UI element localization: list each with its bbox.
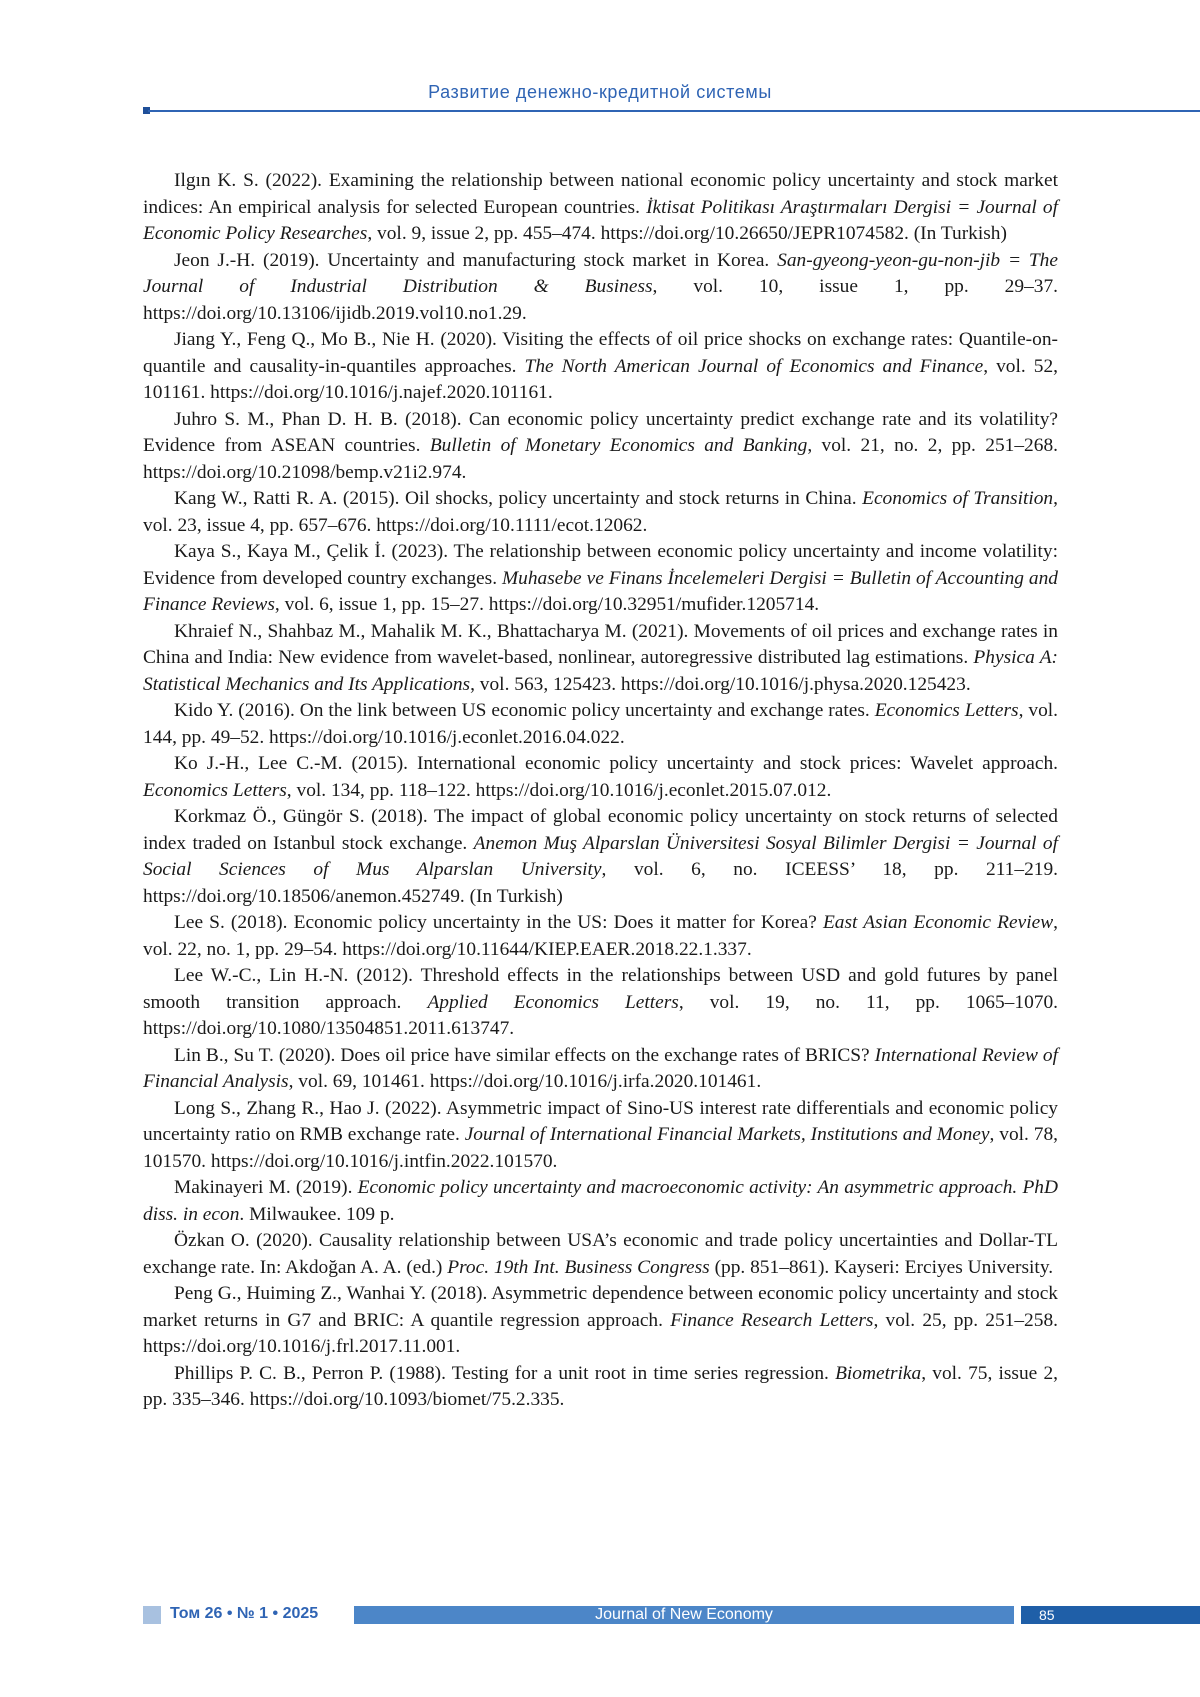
reference-text: , vol. 22, no. 1, pp. 29–54. https://doi.org/10.11644/KIEP.EAER.2018.22.1.337. — [143, 912, 1058, 960]
reference-text: , vol. 69, 101461. https://doi.org/10.1016/j.irfa.2020.101461. — [289, 1071, 762, 1092]
reference-entry — [143, 1096, 1058, 1176]
reference-list — [143, 168, 1058, 1414]
reference-text: Phillips P. C. B., Perron P. (1988). Testing for a unit root in time series regression. — [174, 1363, 835, 1384]
reference-text: , vol. 52, 101161. https://doi.org/10.1016/j.najef.2020.101161. — [143, 356, 1058, 404]
reference-source-title: San-gyeong-yeon-gu-non-jib = The Journal of Industrial Distribution & Business — [143, 250, 1058, 298]
reference-text: , vol. 75, issue 2, pp. 335–346. https://doi.org/10.1093/biomet/75.2.335. — [143, 1363, 1058, 1411]
reference-entry — [143, 407, 1058, 487]
reference-entry — [143, 168, 1058, 248]
reference-text: , vol. 21, no. 2, pp. 251–268. https://doi.org/10.21098/bemp.v21i2.974. — [143, 435, 1058, 483]
reference-text: , vol. 134, pp. 118–122. https://doi.org/10.1016/j.econlet.2015.07.012. — [287, 780, 832, 801]
reference-text: Lee S. (2018). Economic policy uncertainty in the US: Does it matter for Korea? — [174, 912, 823, 933]
reference-text: Ko J.-H., Lee C.-M. (2015). International economic policy uncertainty and stock prices: Wavelet approach. — [174, 753, 1058, 774]
reference-entry — [143, 804, 1058, 910]
footer-issue: Том 26 • № 1 • 2025 — [170, 1605, 318, 1623]
reference-text: , vol. 23, issue 4, pp. 657–676. https://doi.org/10.1111/ecot.12062. — [143, 488, 1058, 536]
reference-source-title: Applied Economics Letters — [427, 992, 678, 1013]
reference-entry — [143, 963, 1058, 1043]
reference-entry — [143, 910, 1058, 963]
reference-entry — [143, 619, 1058, 699]
reference-source-title: The North American Journal of Economics and Finance — [525, 356, 984, 377]
reference-entry — [143, 1043, 1058, 1096]
running-header: Развитие денежно-кредитной системы — [0, 82, 1200, 103]
reference-entry — [143, 1175, 1058, 1228]
reference-source-title: Bulletin of Monetary Economics and Banking — [430, 435, 808, 456]
reference-text: Kido Y. (2016). On the link between US economic policy uncertainty and exchange rates. — [174, 700, 875, 721]
reference-text: , vol. 78, 101570. https://doi.org/10.1016/j.intfin.2022.101570. — [143, 1124, 1058, 1172]
footer-square-marker — [143, 1606, 161, 1624]
reference-source-title: Economics Letters — [143, 780, 287, 801]
reference-entry — [143, 539, 1058, 619]
reference-source-title: Muhasebe ve Finans İncelemeleri Dergisi = Bulletin of Accounting and Finance Reviews — [143, 568, 1058, 616]
reference-source-title: Economics of Transition — [862, 488, 1053, 509]
reference-text: Makinayeri M. (2019). — [174, 1177, 358, 1198]
reference-entry — [143, 1228, 1058, 1281]
reference-text: . Milwaukee. 109 p. — [239, 1204, 394, 1225]
reference-source-title: İktisat Politikası Araştırmaları Dergisi = Journal of Economic Policy Researches — [143, 197, 1058, 245]
reference-source-title: International Review of Financial Analysis — [143, 1045, 1058, 1093]
reference-source-title: Proc. 19th Int. Business Congress — [447, 1257, 709, 1278]
reference-text: Peng G., Huiming Z., Wanhai Y. (2018). Asymmetric dependence between economic policy uncertainty and stock market returns in G7 and BRIC: A quantile regression approach. — [143, 1283, 1058, 1331]
reference-text: Ilgın K. S. (2022). Examining the relationship between national economic policy uncertainty and stock market indices: An empirical analysis for selected European countries. — [143, 170, 1058, 218]
reference-text: Özkan O. (2020). Causality relationship between USA’s economic and trade policy uncertainties and Dollar-TL exchange rate. In: Akdoğan A. A. (ed.) — [143, 1230, 1058, 1278]
reference-entry — [143, 751, 1058, 804]
reference-text: Juhro S. M., Phan D. H. B. (2018). Can economic policy uncertainty predict exchange rate and its volatility? Evidence from ASEAN countries. — [143, 409, 1058, 457]
reference-text: , vol. 563, 125423. https://doi.org/10.1016/j.physa.2020.125423. — [470, 674, 971, 695]
reference-text: Jeon J.-H. (2019). Uncertainty and manufacturing stock market in Korea. — [174, 250, 777, 271]
reference-entry — [143, 698, 1058, 751]
reference-text: Khraief N., Shahbaz M., Mahalik M. K., Bhattacharya M. (2021). Movements of oil prices and exchange rates in China and India: New evidence from wavelet-based, nonlinear, autoregressive distributed lag estimations. — [143, 621, 1058, 669]
header-rule — [148, 110, 1200, 112]
reference-entry — [143, 248, 1058, 328]
reference-source-title: East Asian Economic Review — [823, 912, 1053, 933]
reference-source-title: Physica A: Statistical Mechanics and Its Applications — [143, 647, 1058, 695]
reference-source-title: Biometrika — [835, 1363, 921, 1384]
reference-text: Kaya S., Kaya M., Çelik İ. (2023). The relationship between economic policy uncertainty and income volatility: Evidence from developed country exchanges. — [143, 541, 1058, 589]
reference-source-title: Economics Letters — [875, 700, 1019, 721]
reference-source-title: Finance Research Letters — [670, 1310, 873, 1331]
reference-text: (pp. 851–861). Kayseri: Erciyes University. — [710, 1257, 1053, 1278]
reference-text: , vol. 144, pp. 49–52. https://doi.org/10.1016/j.econlet.2016.04.022. — [143, 700, 1058, 748]
reference-text: , vol. 25, pp. 251–258. https://doi.org/10.1016/j.frl.2017.11.001. — [143, 1310, 1058, 1358]
reference-text: Long S., Zhang R., Hao J. (2022). Asymmetric impact of Sino-US interest rate differentials and economic policy uncertainty ratio on RMB exchange rate. — [143, 1098, 1058, 1146]
reference-text: Lin B., Su T. (2020). Does oil price have similar effects on the exchange rates of BRICS? — [174, 1045, 875, 1066]
reference-source-title: Journal of International Financial Markets, Institutions and Money — [465, 1124, 990, 1145]
reference-text: Korkmaz Ö., Güngör S. (2018). The impact of global economic policy uncertainty on stock returns of selected index traded on Istanbul stock exchange. — [143, 806, 1058, 854]
reference-text: Lee W.-C., Lin H.-N. (2012). Threshold effects in the relationships between USD and gold futures by panel smooth transition approach. — [143, 965, 1058, 1013]
reference-source-title: Anemon Muş Alparslan Üniversitesi Sosyal Bilimler Dergisi = Journal of Social Sciences of Mus Alparslan University — [143, 833, 1058, 881]
page-number: 85 — [1021, 1606, 1200, 1624]
reference-entry — [143, 327, 1058, 407]
reference-text: Jiang Y., Feng Q., Mo B., Nie H. (2020). Visiting the effects of oil price shocks on exchange rates: Quantile-on-quantile and causality-in-quantiles approaches. — [143, 329, 1058, 377]
page-footer — [0, 1606, 1200, 1624]
reference-text: , vol. 10, issue 1, pp. 29–37. https://doi.org/10.13106/ijidb.2019.vol10.no1.29. — [143, 276, 1058, 324]
footer-journal-name: Journal of New Economy — [354, 1606, 1014, 1624]
reference-text: , vol. 6, issue 1, pp. 15–27. https://doi.org/10.32951/mufider.1205714. — [275, 594, 819, 615]
reference-entry — [143, 1281, 1058, 1361]
reference-entry — [143, 1361, 1058, 1414]
reference-text: , vol. 6, no. ICEESS’ 18, pp. 211–219. https://doi.org/10.18506/anemon.452749. (In Turkish) — [143, 859, 1058, 907]
reference-text: , vol. 19, no. 11, pp. 1065–1070. https://doi.org/10.1080/13504851.2011.613747. — [143, 992, 1058, 1040]
reference-entry — [143, 486, 1058, 539]
reference-text: , vol. 9, issue 2, pp. 455–474. https://doi.org/10.26650/JEPR1074582. (In Turkish) — [367, 223, 1007, 244]
reference-source-title: Economic policy uncertainty and macroeconomic activity: An asymmetric approach. PhD diss. in econ — [143, 1177, 1058, 1225]
reference-text: Kang W., Ratti R. A. (2015). Oil shocks, policy uncertainty and stock returns in China. — [174, 488, 862, 509]
